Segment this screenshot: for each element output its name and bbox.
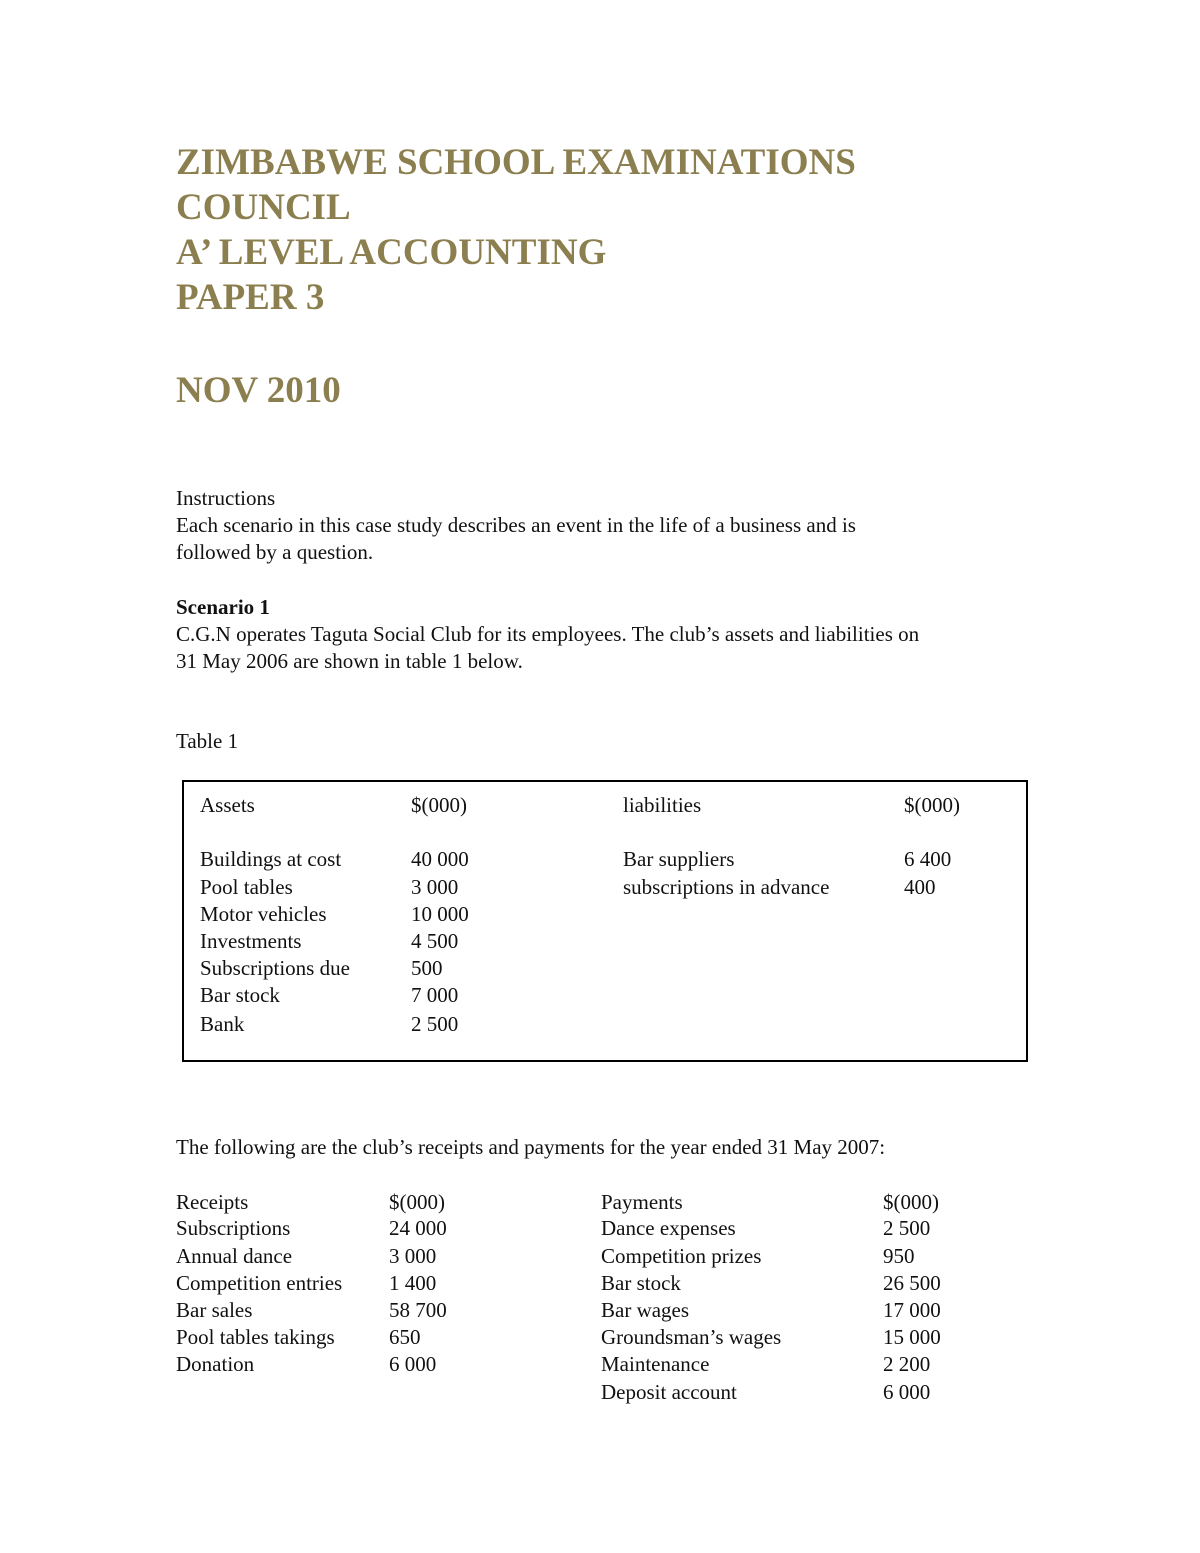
table-1-box bbox=[182, 780, 1028, 1062]
asset-value: 7 000 bbox=[411, 983, 459, 1007]
scenario-1-line-2: 31 May 2006 are shown in table 1 below. bbox=[176, 649, 523, 673]
asset-name: Investments bbox=[200, 929, 302, 953]
payment-value: 950 bbox=[883, 1244, 915, 1268]
payment-name: Deposit account bbox=[601, 1380, 737, 1404]
receipt-name: Annual dance bbox=[176, 1244, 293, 1268]
receipt-value: 3 000 bbox=[389, 1244, 437, 1268]
exam-date: NOV 2010 bbox=[176, 370, 341, 411]
receipt-value: 58 700 bbox=[389, 1298, 447, 1322]
payments-unit-header: $(000) bbox=[883, 1190, 939, 1214]
asset-value: 40 000 bbox=[411, 847, 469, 871]
receipt-value: 1 400 bbox=[389, 1271, 437, 1295]
asset-name: Pool tables bbox=[200, 875, 293, 899]
asset-value: 2 500 bbox=[411, 1012, 459, 1036]
payment-value: 17 000 bbox=[883, 1298, 941, 1322]
scenario-1-heading: Scenario 1 bbox=[176, 595, 270, 619]
liabilities-header: liabilities bbox=[623, 793, 702, 817]
asset-name: Motor vehicles bbox=[200, 902, 327, 926]
instructions-line-2: followed by a question. bbox=[176, 540, 374, 564]
liabilities-unit-header: $(000) bbox=[904, 793, 960, 817]
asset-name: Bank bbox=[200, 1012, 245, 1036]
receipts-header: Receipts bbox=[176, 1190, 249, 1214]
receipt-name: Donation bbox=[176, 1352, 255, 1376]
liability-value: 400 bbox=[904, 875, 936, 899]
title-line-2: COUNCIL bbox=[176, 187, 351, 228]
scenario-1-line-1: C.G.N operates Taguta Social Club for its employees. The club’s assets and liabilities on bbox=[176, 622, 920, 646]
asset-value: 4 500 bbox=[411, 929, 459, 953]
receipt-value: 24 000 bbox=[389, 1216, 447, 1240]
payment-name: Bar wages bbox=[601, 1298, 690, 1322]
receipt-name: Bar sales bbox=[176, 1298, 253, 1322]
payments-header: Payments bbox=[601, 1190, 683, 1214]
payment-name: Dance expenses bbox=[601, 1216, 736, 1240]
payment-value: 15 000 bbox=[883, 1325, 941, 1349]
receipt-name: Pool tables takings bbox=[176, 1325, 335, 1349]
assets-header: Assets bbox=[200, 793, 255, 817]
receipt-value: 650 bbox=[389, 1325, 421, 1349]
table-1-label: Table 1 bbox=[176, 729, 239, 753]
asset-name: Subscriptions due bbox=[200, 956, 350, 980]
document-title bbox=[176, 140, 1076, 320]
receipts-payments-intro: The following are the club’s receipts and payments for the year ended 31 May 2007: bbox=[176, 1135, 886, 1159]
receipt-value: 6 000 bbox=[389, 1352, 437, 1376]
payment-name: Bar stock bbox=[601, 1271, 681, 1295]
instructions-heading: Instructions bbox=[176, 486, 276, 510]
title-line-1: ZIMBABWE SCHOOL EXAMINATIONS bbox=[176, 142, 856, 183]
title-line-3: A’ LEVEL ACCOUNTING bbox=[176, 232, 607, 273]
payment-value: 2 500 bbox=[883, 1216, 931, 1240]
payment-name: Maintenance bbox=[601, 1352, 710, 1376]
instructions-line-1: Each scenario in this case study describes an event in the life of a business and is bbox=[176, 513, 856, 537]
asset-name: Bar stock bbox=[200, 983, 280, 1007]
asset-value: 10 000 bbox=[411, 902, 469, 926]
liability-value: 6 400 bbox=[904, 847, 952, 871]
receipt-name: Subscriptions bbox=[176, 1216, 291, 1240]
payment-name: Competition prizes bbox=[601, 1244, 762, 1268]
payment-value: 6 000 bbox=[883, 1380, 931, 1404]
receipts-unit-header: $(000) bbox=[389, 1190, 445, 1214]
payment-value: 26 500 bbox=[883, 1271, 941, 1295]
payment-name: Groundsman’s wages bbox=[601, 1325, 782, 1349]
asset-value: 3 000 bbox=[411, 875, 459, 899]
asset-name: Buildings at cost bbox=[200, 847, 342, 871]
instructions-section bbox=[176, 485, 856, 566]
liability-name: Bar suppliers bbox=[623, 847, 735, 871]
payment-value: 2 200 bbox=[883, 1352, 931, 1376]
asset-value: 500 bbox=[411, 956, 443, 980]
receipt-name: Competition entries bbox=[176, 1271, 343, 1295]
title-line-4: PAPER 3 bbox=[176, 277, 325, 318]
liability-name: subscriptions in advance bbox=[623, 875, 830, 899]
scenario-1-section bbox=[176, 594, 919, 675]
assets-unit-header: $(000) bbox=[411, 793, 467, 817]
